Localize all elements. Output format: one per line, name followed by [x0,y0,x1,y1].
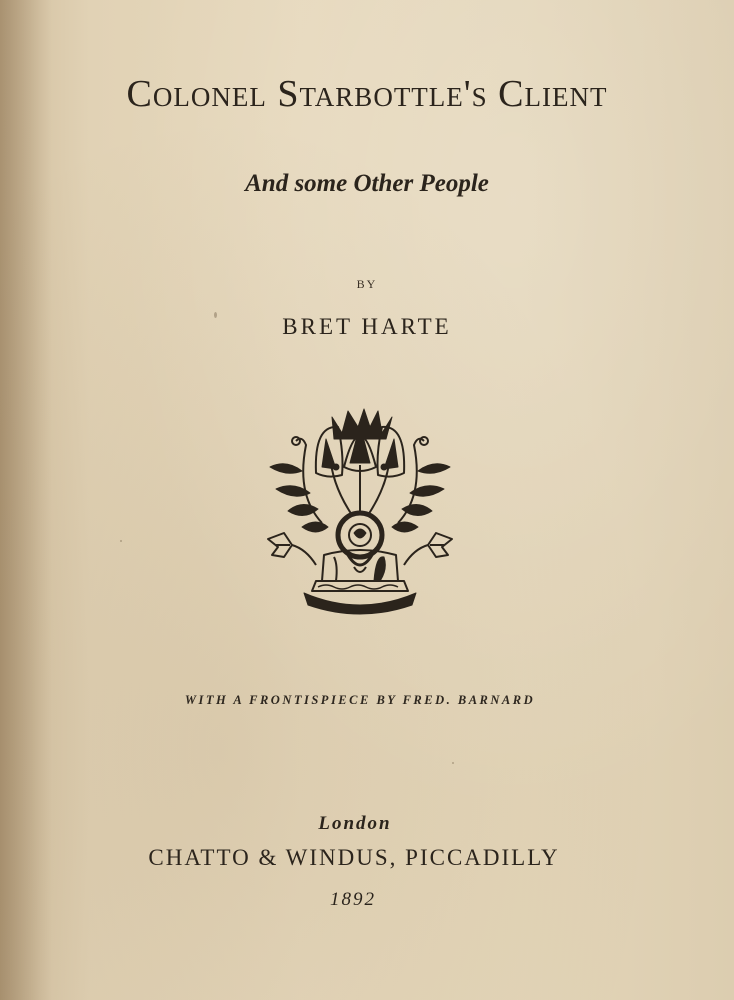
by-line: BY [356,277,378,291]
lotus-vase-ornament-icon [262,405,458,621]
publisher-name: CHATTO & WINDUS, PICCADILLY [148,845,560,870]
book-subtitle: And some Other People [245,170,489,197]
author-name: BRET HARTE [282,314,452,339]
paper-speck [120,540,122,542]
paper-speck [452,762,454,764]
frontispiece-credit: WITH A FRONTISPIECE BY FRED. BARNARD [184,693,536,707]
book-title: Colonel Starbottle's Client [126,73,608,115]
publication-year: 1892 [330,889,376,910]
imprint-city: London [318,813,392,834]
